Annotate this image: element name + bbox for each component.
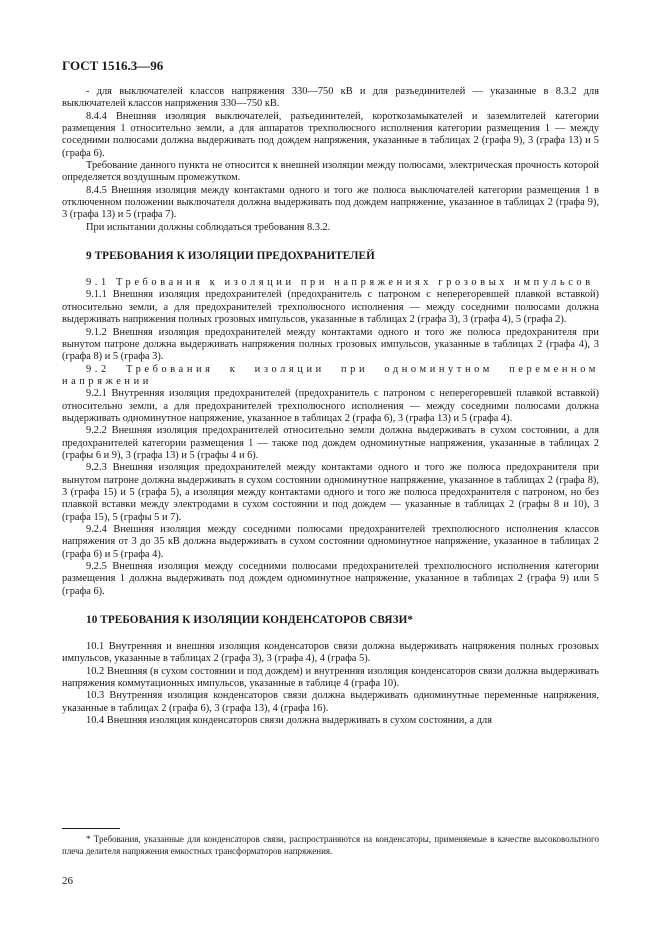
- document-code-header: ГОСТ 1516.3—96: [62, 58, 164, 73]
- page-number: 26: [62, 875, 73, 887]
- paragraph-8-4-4-note: Требование данного пункта не относится к внешней изоляции между полюсами, электрическая прочность которой определяется воздушным промежутком.: [62, 160, 599, 184]
- footnote: * Требования, указанные для конденсаторов связи, распространяются на конденсаторы, применяемые в качестве высоковольтного плеча делителя напряжения емкостных трансформаторов напряжения.: [62, 834, 599, 856]
- document-page: [62, 58, 599, 918]
- paragraph-10-2: 10.2 Внешняя (в сухом состоянии и под дождем) и внутренняя изоляция конденсаторов связи должна выдерживать напряжения коммутационных импульсов, указанные в таблице 4 (графа 10).: [62, 665, 599, 690]
- paragraph-8-4-5: 8.4.5 Внешняя изоляция между контактами одного и того же полюса выключателей категории размещения 1 в отключенном положении выключателя должна выдерживать под дождем напряжение, указанное в таблицах 2 (графа 9), 3 (графа 13) и 5 (графа 7).: [62, 184, 599, 221]
- paragraph-10-4: 10.4 Внешняя изоляция конденсаторов связи должна выдерживать в сухом состоянии, а для: [86, 715, 492, 727]
- paragraph-8-3-continuation: - для выключателей классов напряжения 330—750 кВ и для разъединителей — указанные в 8.3.2 для выключателей классов напряжения 330—750 кВ.: [62, 86, 599, 110]
- paragraph-8-4-4: 8.4.4 Внешняя изоляция выключателей, разъединителей, короткозамыкателей и заземлителей категории размещения 1 относительно земли, а для аппаратов трехполюсного исполнения категории размещения 1 — между соседними полюсами должна выдерживать под дождем напряжения, указанные в таблицах 2 (графа 9), 3 (графа 13) и 5 (графа 6).: [62, 110, 599, 159]
- paragraph-9-1-1: 9.1.1 Внешняя изоляция предохранителей (предохранитель с патроном с неперегоревшей плавкой вставкой) относительно земли, а для предохранителей трехполюсного исполнения — между соседними полюсами должна выдерживать напряжения полных грозовых импульсов, указанные в таблицах 2 (графа 3), 3 (графа 4), 5 (графа 2).: [62, 289, 599, 326]
- paragraph-9-2-2: 9.2.2 Внешняя изоляция предохранителей относительно земли должна выдерживать в сухом состоянии, а для предохранителей категории размещения 1 — также под дождем одноминутные напряжения, указанные в таблицах 2 (графы 6 и 9), 3 (графа 13) и 5 (графы 4 и 6).: [62, 425, 599, 461]
- paragraph-9-2-4: 9.2.4 Внешняя изоляция между соседними полюсами предохранителей трехполюсного исполнения классов напряжения от 3 до 35 кВ должна выдерживать в сухом состоянии одноминутное напряжение, указанное в таблицах 2 (графа 6) и 5 (графа 4).: [62, 524, 599, 560]
- paragraph-9-1-2: 9.1.2 Внешняя изоляция предохранителей между контактами одного и того же полюса предохранителя при вынутом патроне должна выдерживать напряжения полных грозовых импульсов, указанные в таблицах 2 (графа 4), 3 (графа 8) и 5 (графа 3).: [62, 326, 599, 363]
- document-body: [62, 86, 599, 727]
- footnote-divider: [62, 828, 120, 829]
- subsection-heading-9-2: 9.2 Требования к изоляции при одноминутном переменном напряжении: [62, 363, 599, 387]
- paragraph-9-2-1: 9.2.1 Внутренняя изоляция предохранителей (предохранитель с патроном с неперегоревшей плавкой вставкой) относительно земли, а для предохранителей трехполюсного исполнения — между соседними полюсами должна выдерживать одноминутное напряжение, указанное в таблицах 2 (графа 6), 3 (графа 13) и 5 (графа 4).: [62, 388, 599, 424]
- paragraph-8-4-5-note: При испытании должны соблюдаться требования 8.3.2.: [86, 221, 331, 233]
- section-heading-10: 10 ТРЕБОВАНИЯ К ИЗОЛЯЦИИ КОНДЕНСАТОРОВ СВЯЗИ*: [86, 614, 414, 627]
- paragraph-10-3: 10.3 Внутренняя изоляция конденсаторов связи должна выдерживать одноминутные переменные напряжения, указанные в таблицах 2 (графа 6), 3 (графа 13), 4 (графа 16).: [62, 690, 599, 714]
- subsection-heading-9-1: 9.1 Требования к изоляции при напряжениях грозовых импульсов: [86, 277, 594, 289]
- paragraph-9-2-3: 9.2.3 Внешняя изоляция предохранителей между контактами одного и того же полюса предохранителя при вынутом патроне должна выдерживать в сухом состоянии одноминутное напряжение, указанное в таблицах 2 (графа 8), 3 (графа 15) и 5 (графа 5), а изоляция между контактами одного и того же полюса предохранителя с патроном, но без плавкой вставки между электродами в сухом состоянии и под дождем — указанные в таблицах 2 (графы 8 и 10), 3 (графа 15), 5 (графы 5 и 7).: [62, 462, 599, 523]
- section-heading-9: 9 ТРЕБОВАНИЯ К ИЗОЛЯЦИИ ПРЕДОХРАНИТЕЛЕЙ: [86, 250, 375, 263]
- paragraph-10-1: 10.1 Внутренняя и внешняя изоляция конденсаторов связи должна выдерживать напряжения полных грозовых импульсов, указанные в таблицах 2 (графа 3), 3 (графа 4), 4 (графа 5).: [62, 641, 599, 665]
- paragraph-9-2-5: 9.2.5 Внешняя изоляция между соседними полюсами предохранителей трехполюсного исполнения категории размещения 1 должна выдерживать под дождем одноминутное напряжение, указанное в таблицах 2 (графа 9) или 5 (графа 6).: [62, 561, 599, 597]
